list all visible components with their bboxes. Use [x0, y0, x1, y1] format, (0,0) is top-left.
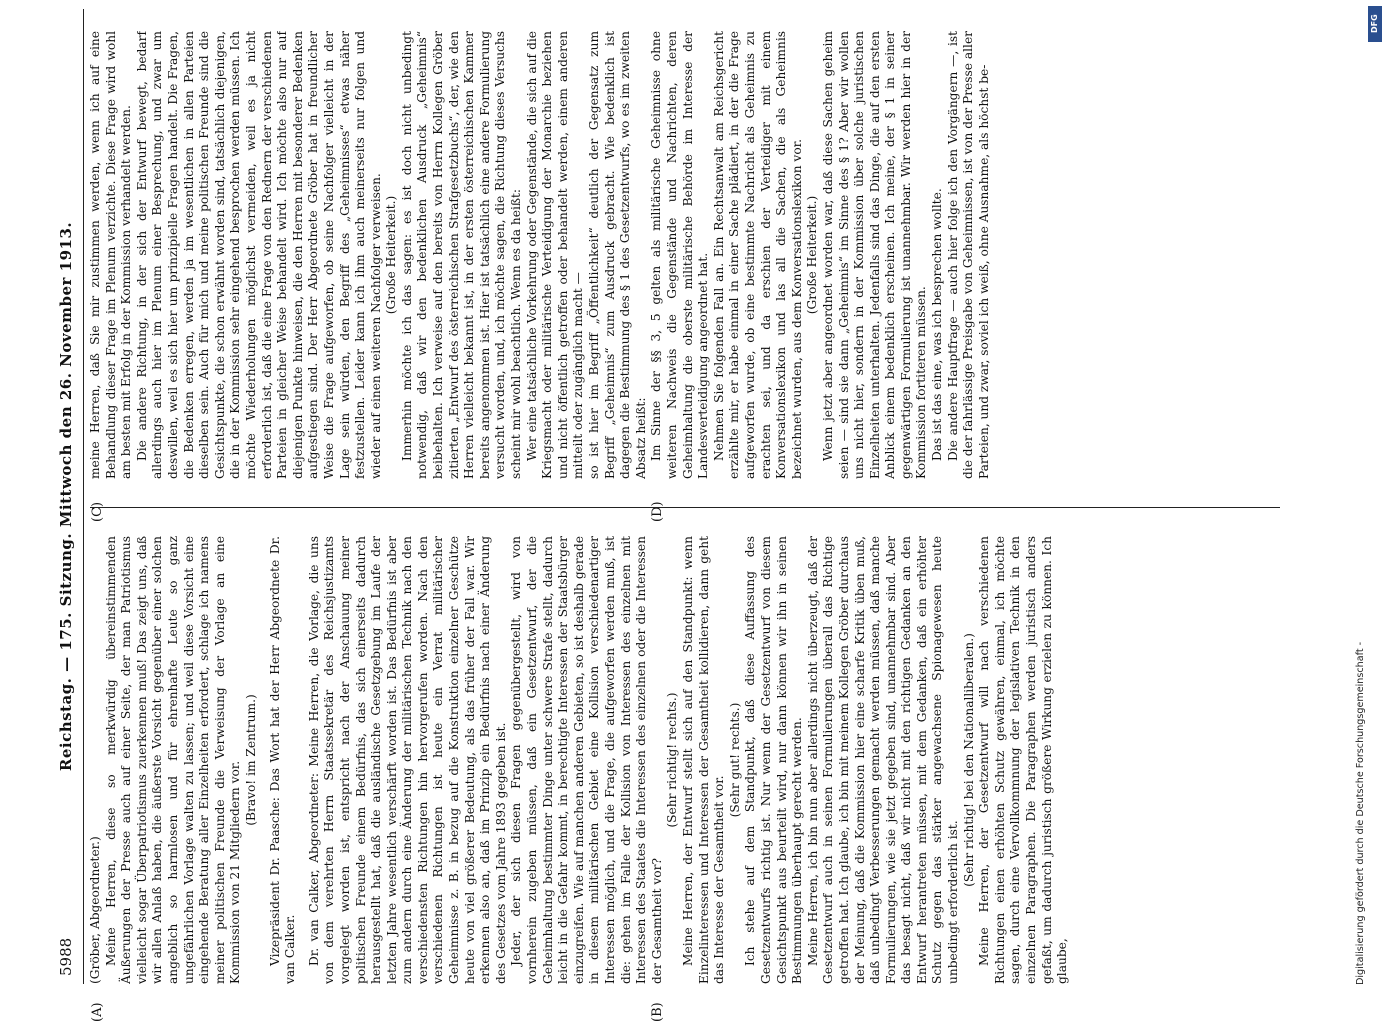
page-number: 5988	[57, 937, 75, 976]
interjection: (Sehr richtig! bei den Nationalliberalen.)	[961, 633, 976, 887]
paragraph: Die andere Richtung, in der sich der Entwurf bewegt, bedarf allerdings auch hier im Plenum einer Besprechung, und zwar um deswillen, weil es sich hier um prinzipielle Fragen handelt. Die Fragen, die Bedenken erregen, werden ja im wesentlichen in allen Parteien dieselben sein. Auch für mich und meine politischen Freunde sind die Gesichtspunkte, die schon erwähnt worden sind, tatsächlich diejenigen, die in der Kommission sehr eingehend besprochen werden müssen. Ich möchte Wiederholungen möglichst vermeiden, weil es ja nicht erforderlich ist, daß die eine Frage von den Rednern der verschiedenen Parteien in gleicher Weise behandelt wird. Ich möchte also nur auf diejenigen Punkte hinweisen, die den Herren mit besonderer Bedenken aufgestiegen sind. Der Herr Abgeordnete Gröber hat in freundlicher Weise die Frage aufgeworfen, ob seine Nachfolger vielleicht in der Lage sein würden, den Begriff des „Geheimnisses“ etwas näher festzustellen. Leider kann ich ihm auch meinerseits nur folgen und wieder auf einen weiteren Nachfolger verweisen.	[134, 31, 383, 479]
left-column	[88, 536, 1278, 984]
interjection: (Große Heiterkeit.)	[805, 195, 820, 315]
paragraph: Immerhin möchte ich das sagen: es ist doch nicht unbedingt notwendig, daß wir den bedenklichen Ausdruck „Geheimnis“ beibehalten. Ich verweise auf den bereits von Herrn Kollegen Gröber zitierten „Entwurf des österreichischen Strafgesetzbuchs“, der, wie den Herren vielleicht bekannt ist, in der ersten österreichischen Kammer bereits angenommen ist. Hier ist tatsächlich eine andere Formulierung versucht worden, und, ich möchte sagen, die Richtung dieses Versuchs scheint mir wohl beachtlich. Wenn es da heißt:	[399, 31, 524, 479]
paragraph: Meine Herren, der Entwurf stellt sich auf den Standpunkt: wenn Einzelinteressen und Interessen der Gesamtheit kollidieren, dann geht das Interesse der Gesamtheit vor.	[680, 536, 727, 984]
interjection: (Sehr gut! rechts.)	[727, 702, 742, 818]
quoted-paragraph: Wer eine tatsächliche Vorkehrung oder Gegenstände, die sich auf die Kriegsmacht oder militärische Verteidigung der Monarchie beziehen und nicht öffentlich getroffen oder behandelt werden, einem anderen mitteilt oder zugänglich macht —	[524, 31, 586, 479]
speaker-note: (Gröber, Abgeordneter.)	[88, 836, 102, 984]
right-column	[88, 31, 1278, 479]
paragraph: Vizepräsident Dr. Paasche: Das Wort hat der Herr Abgeordnete Dr. van Calker.	[267, 536, 298, 984]
interjection: (Bravo! im Zentrum.)	[243, 694, 258, 826]
margin-mark-d: (D)	[650, 501, 665, 522]
margin-mark-b: (B)	[650, 1002, 665, 1022]
page-title: Reichstag. — 175. Sitzung. Mittwoch den 26. November 1913.	[57, 221, 75, 772]
header-rule	[83, 9, 84, 984]
paragraph: Dr. van Calker, Abgeordneter: Meine Herren, die Vorlage, die uns von dem verehrten Herrn Staatssekretär des Reichsjustizamts vorgelegt worden ist, entspricht nach der Anschauung meiner politischen Freunde einem Bedürfnis, das sich einerseits dadurch herausgestellt hat, daß die ausländische Gesetzgebung im Laufe der letzten Jahre wesentlich verschärft worden ist. Das Bedürfnis ist aber zum andern durch eine Änderung der militärischen Technik nach den verschiedensten Richtungen hin hervorgerufen worden. Nach den verschiedenen Richtungen ist heute ein Verrat militärischer Geheimnisse z. B. in bezug auf die Konstruktion einzelner Geschütze heute von viel größerer Bedeutung, als das früher der Fall war. Wir erkennen also an, daß im Prinzip ein Bedürfnis nach einer Änderung des Gesetzes vom Jahre 1893 gegeben ist.	[306, 536, 508, 984]
paragraph: Jeder, der sich diesen Fragen gegenübergestellt, wird von vornherein zugeben müssen, daß ein Gesetzentwurf, der die Geheimhaltung bestimmter Dinge unter schwere Strafe stellt, dadurch leicht in die Gefahr kommt, in berechtigte Interessen der Staatsbürger einzugreifen. Wie auf manchen anderen Gebieten, so ist deshalb gerade in diesem militärischen Gebiet eine Kollision verschiedenartiger Interessen möglich, und die Frage, die aufgeworfen werden muß, ist die: gehen im Falle der Kollision von Interessen des einzelnen mit Interessen des Staates die Interessen des einzelnen oder die Interessen der Gesamtheit vor?	[509, 536, 664, 984]
interjection: (Große Heiterkeit.)	[384, 195, 399, 315]
margin-mark-a: (A)	[90, 1002, 105, 1022]
document-page	[50, 9, 1290, 1022]
paragraph: Die andere Hauptfrage — auch hier folge ich den Vorgängern —, ist die der fahrlässige Preisgabe von Geheimnissen, ist von der Presse aller Parteien, und zwar, soviel ich weiß, ohne Ausnahme, als höchst be-	[945, 31, 991, 479]
interjection: (Sehr richtig! rechts.)	[665, 692, 680, 828]
paragraph: Meine Herren, diese so merkwürdig übereinstimmenden Äußerungen der Presse auch auf einer Seite, der man Patriotismus vielleicht sogar Überpatriotismus zuerkennen muß! Das zeigt uns, daß wir allen Anlaß haben, die äußerste Vorsicht gegenüber einer solchen angeblich so harmlosen und für ehrenhafte Leute so ganz ungefährlichen Vorlage walten zu lassen; und weil diese Vorsicht eine eingehende Beratung aller Einzelheiten erfordert, schlage ich namens meiner politischen Freunde die Verweisung der Vorlage an eine Kommission von 21 Mitgliedern vor.	[103, 536, 243, 984]
paragraph: Das ist das eine, was ich besprechen wollte.	[930, 188, 945, 461]
digitization-credit: Digitalisierung gefördert durch die Deutsche Forschungsgemeinschaft -	[1355, 641, 1366, 985]
page-header	[50, 9, 82, 984]
paragraph: meine Herren, daß Sie mir zustimmen werden, wenn ich auf eine Behandlung dieser Frage im Plenum verzichte. Diese Frage wird wohl am besten mit Erfolg in der Kommission verhandelt werden.	[88, 31, 134, 479]
margin-mark-c: (C)	[90, 501, 105, 522]
paragraph: Nehmen Sie folgenden Fall an. Ein Rechtsanwalt am Reichsgericht erzählte mir, er habe einmal in einer Sache plädiert, in der die Frage aufgeworfen wurde, ob eine bestimmte Nachricht als Geheimnis zu erachten sei, und da erschien der Verteidiger mit einem Konversationslexikon und las all die Sachen, die als Geheimnis bezeichnet wurden, aus dem Konversationslexikon vor.	[711, 31, 804, 479]
column-divider	[90, 507, 1280, 508]
quoted-paragraph: Im Sinne der §§ 3, 5 gelten als militärische Geheimnisse ohne weiteren Nachweis die Gegenstände und Nachrichten, deren Geheimhaltung die oberste militärische Behörde im Interesse der Landesverteidigung angeordnet hat.	[649, 31, 711, 479]
dfg-logo: DFG	[1368, 6, 1382, 42]
paragraph: Ich stehe auf dem Standpunkt, daß diese Auffassung des Gesetzentwurfs richtig ist. Nur wenn der Gesetzentwurf von diesem Gesichtspunkt aus beurteilt wird, nur dann können wir ihn in seinen Bestimmungen überhaupt gerecht werden.	[743, 536, 805, 984]
paragraph: Meine Herren, der Gesetzentwurf will nach verschiedenen Richtungen einen erhöhten Schutz gewähren, einmal, ich möchte sagen, durch eine Vervollkommnung der legislativen Technik in den einzelnen Paragraphen. Die Paragraphen werden juristisch anders gefaßt, um dadurch juristisch größere Wirkung erzielen zu können. Ich glaube,	[977, 536, 1070, 984]
paragraph: Wenn jetzt aber angeordnet worden war, daß diese Sachen geheim seien — sind sie dann „Geheimnis“ im Sinne des § 1? Aber wir wollen uns nicht hier, sondern in der Kommission über solche juristischen Einzelheiten unterhalten. Jedenfalls sind das Dinge, die auf den ersten Anblick einem bedenklich erscheinen. Ich meine, der § 1 in seiner gegenwärtigen Formulierung ist unannehmbar. Wir werden hier in der Kommission fortiteren müssen.	[820, 31, 929, 479]
paragraph: so ist hier im Begriff „Öffentlichkeit“ deutlich der Gegensatz zum Begriff „Geheimnis“ zum Ausdruck gebracht. Wie bedenklich ist dagegen die Bestimmung des § 1 des Gesetzentwurfs, wo es im zweiten Absatz heißt:	[587, 31, 648, 479]
paragraph: Meine Herren, ich bin nun aber allerdings nicht überzeugt, daß der Gesetzentwurf auch in seinen Formulierungen überall das Richtige getroffen hat. Ich glaube, ich bin mit meinem Kollegen Gröber durchaus der Meinung, daß die Kommission hier eine scharfe Kritik üben muß, daß unbedingt Verbesserungen gemacht werden müssen, daß manche Formulierungen, wie sie jetzt gegeben sind, unannehmbar sind. Aber das besagt nicht, daß wir nicht mit den richtigen Gedanken an den Entwurf herantreten müssen, mit dem Gedanken, daß ein erhöhter Schutz gegen das stärker angewachsene Spionagewesen heute unbedingt erforderlich ist.	[805, 536, 961, 984]
